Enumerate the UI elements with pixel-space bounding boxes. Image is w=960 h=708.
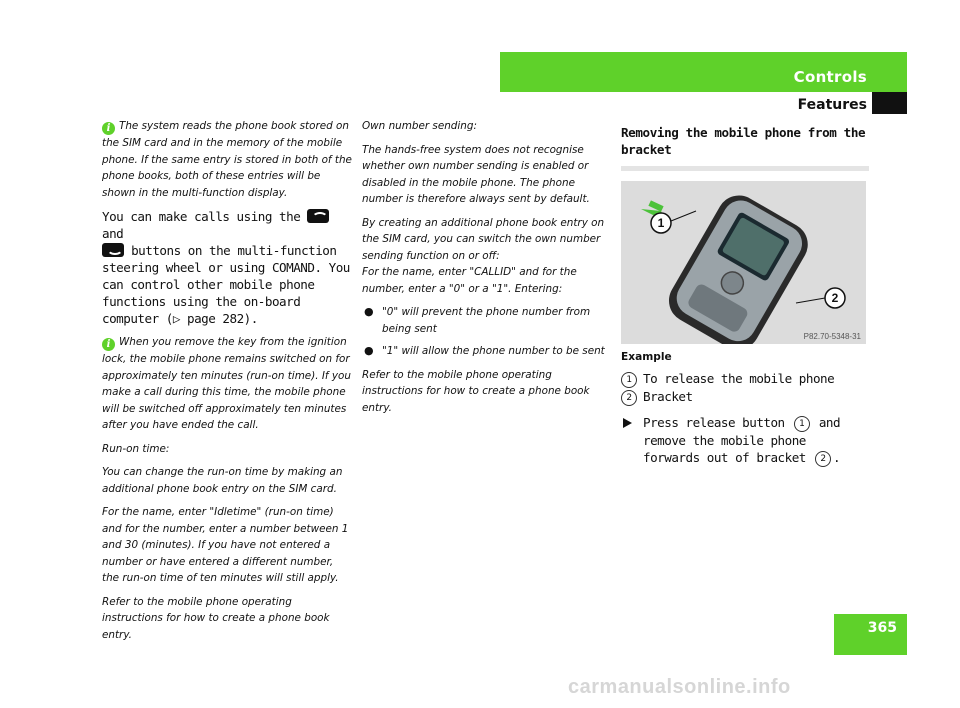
- heading-rule: [621, 166, 869, 171]
- page-ref-arrow-icon: ▷: [172, 311, 180, 326]
- callout-number: 1: [621, 372, 637, 388]
- runon-text: You can change the run-on time by making an additional phone book entry on the SIM card.: [102, 466, 343, 495]
- phone-end-icon: [102, 243, 124, 257]
- info-note-phonebook: [102, 118, 352, 201]
- column-left: [102, 118, 352, 650]
- info-note-runon: [102, 334, 352, 434]
- callid-text: [362, 215, 607, 298]
- callid-options-list: [362, 304, 607, 360]
- note-text: When you remove the key from the ignition lock, the mobile phone remains switched on for approximately ten minutes (run-on time). If you make a call during this time, the mobile phone will be switched off approximately ten minutes after you have ended the call.: [102, 336, 351, 431]
- instruction-text: and remove the mobile phone forwards out of bracket: [643, 415, 841, 465]
- step-arrow-icon: [623, 418, 632, 428]
- bullet-icon: ●: [364, 344, 374, 357]
- list-item-text: "1" will allow the phone number to be sent: [382, 345, 605, 357]
- section-tab-marker: [872, 92, 907, 114]
- callid-text-1: By creating an additional phone book entry on the SIM card, you can switch the own number sending function on or off:: [362, 216, 605, 262]
- legend-item: [621, 388, 869, 406]
- calls-paragraph: [102, 208, 352, 327]
- callout-number: 2: [621, 390, 637, 406]
- page-reference: page 282).: [187, 311, 258, 326]
- runon-label: Run-on time:: [102, 442, 170, 455]
- refer-text: Refer to the mobile phone operating instructions for how to create a phone book entry.: [362, 368, 590, 414]
- callout-number: 1: [794, 416, 810, 432]
- bullet-icon: ●: [364, 305, 374, 318]
- section-title: Controls: [793, 68, 867, 86]
- column-middle: [362, 118, 607, 423]
- subsection-title: Features: [797, 97, 867, 113]
- callout-label-2: 2: [831, 291, 839, 305]
- legend-item: [621, 370, 869, 388]
- legend-text: To release the mobile phone: [643, 371, 835, 386]
- instruction-text: Press release button: [643, 415, 785, 430]
- callid-text-2: For the name, enter "CALLID" and for the number, enter a "0" or a "1". Entering:: [362, 266, 577, 295]
- paragraph-text: and: [102, 226, 124, 241]
- list-item: [362, 343, 607, 360]
- callout-label-1: 1: [657, 216, 665, 230]
- paragraph-text: buttons on the multi-function steering wheel or using COMAND. You can control other mobile phone functions using the on-board computer (: [102, 243, 350, 326]
- phone-bracket-illustration: [621, 181, 866, 344]
- own-number-text: The hands-free system does not recognise whether own number sending is enabled or disabled in the mobile phone. The phone number is therefore always sent by default.: [362, 143, 590, 205]
- refer-text: Refer to the mobile phone operating instructions for how to create a phone book entry.: [102, 595, 330, 641]
- legend-text: Bracket: [643, 389, 693, 404]
- instruction-step: [621, 414, 869, 467]
- figure-code: P82.70-5348-31: [803, 332, 861, 341]
- list-item: [362, 304, 607, 337]
- watermark: carmanualsonline.info: [568, 676, 791, 698]
- figure-caption: Example: [621, 351, 672, 363]
- instruction-text: .: [832, 450, 841, 465]
- page-number: 365: [867, 620, 897, 636]
- info-icon: i: [102, 122, 115, 135]
- own-number-label: Own number sending:: [362, 120, 477, 132]
- list-item-text: "0" will prevent the phone number from being sent: [382, 306, 591, 335]
- phone-bracket-figure: [621, 181, 866, 344]
- phone-accept-icon: [307, 209, 329, 223]
- page-number-box: [834, 614, 907, 655]
- info-icon: i: [102, 338, 115, 351]
- callout-number: 2: [815, 451, 831, 467]
- note-text: The system reads the phone book stored on the SIM card and in the memory of the mobile phone. If the same entry is stored in both of the phone books, both of these entries will be shown in the multi-function display.: [102, 120, 352, 199]
- column-right: [621, 118, 869, 467]
- section-heading: Removing the mobile phone from the bracket: [621, 125, 866, 157]
- paragraph-text: You can make calls using the: [102, 209, 301, 224]
- idletime-text: For the name, enter "Idletime" (run-on time) and for the number, enter a number between 1 and 30 (minutes). If you have not entered a number or have entered a different number, the run-on time of ten minutes will still apply.: [102, 506, 349, 584]
